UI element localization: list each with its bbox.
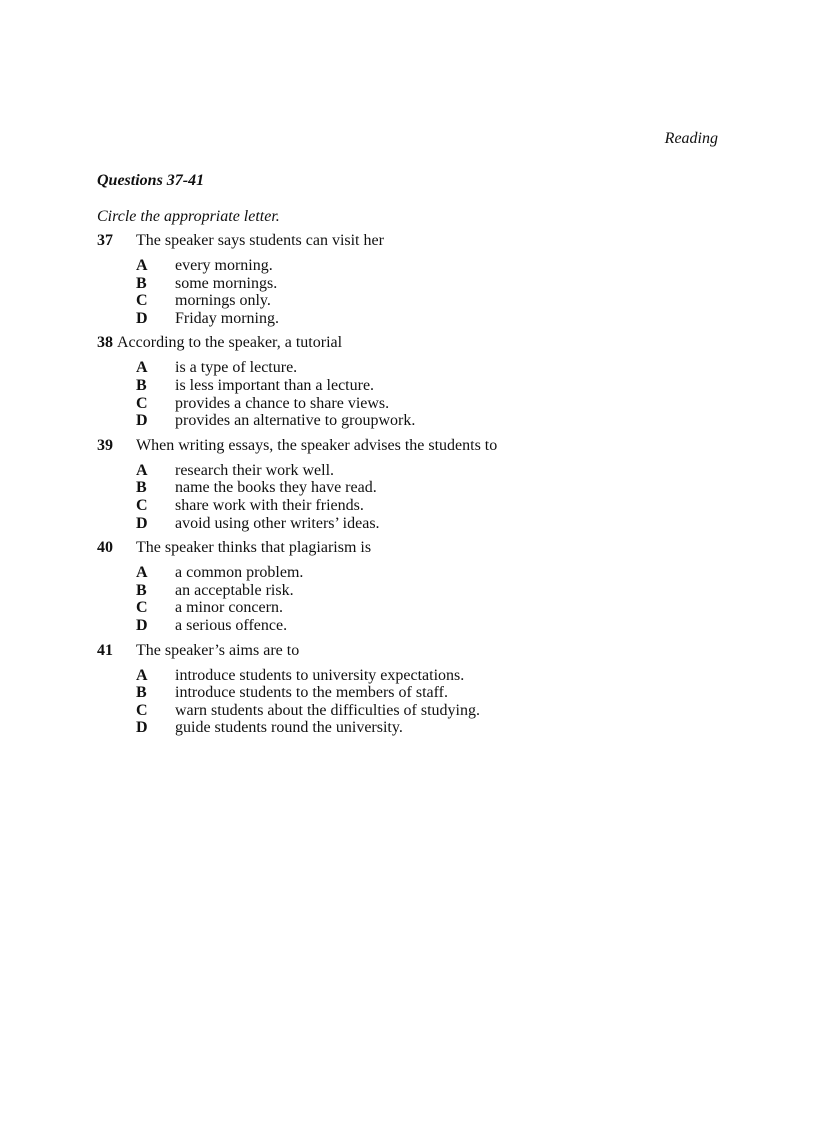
option-text: name the books they have read. — [175, 479, 377, 497]
option-a[interactable] — [136, 564, 717, 582]
question-stem — [97, 231, 717, 251]
question-number: 40 — [97, 539, 113, 557]
question-number: 38 — [97, 334, 113, 352]
option-letter: C — [136, 701, 148, 719]
running-head: Reading — [664, 130, 718, 147]
option-letter: C — [136, 292, 148, 310]
option-text: a common problem. — [175, 564, 304, 582]
option-c[interactable] — [136, 497, 717, 515]
option-text: introduce students to university expectations. — [175, 666, 465, 684]
question-stem — [97, 436, 717, 456]
option-text: warn students about the difficulties of studying. — [175, 701, 480, 719]
option-a[interactable] — [136, 257, 717, 275]
question-text: The speaker’s aims are to — [136, 641, 300, 659]
question-41 — [97, 641, 717, 737]
option-text: an acceptable risk. — [175, 581, 294, 599]
option-a[interactable] — [136, 462, 717, 480]
question-number: 39 — [97, 436, 113, 454]
question-text: The speaker says students can visit her — [136, 232, 384, 249]
option-b[interactable] — [136, 479, 717, 497]
question-text: According to the speaker, a tutorial — [117, 334, 343, 352]
option-letter: A — [136, 564, 148, 582]
question-text: The speaker thinks that plagiarism is — [136, 539, 372, 557]
option-letter: D — [136, 719, 148, 737]
option-letter: A — [136, 359, 148, 377]
option-list — [136, 667, 717, 737]
option-text: mornings only. — [175, 292, 271, 310]
option-text: is a type of lecture. — [175, 359, 298, 377]
question-39 — [97, 436, 717, 532]
question-37 — [97, 231, 717, 327]
question-stem — [97, 538, 717, 558]
option-letter: C — [136, 394, 148, 412]
option-d[interactable] — [136, 310, 717, 328]
option-text: a minor concern. — [175, 599, 283, 617]
option-letter: B — [136, 479, 147, 497]
question-stem — [97, 333, 717, 353]
question-stem — [97, 641, 717, 661]
option-text: guide students round the university. — [175, 719, 403, 737]
question-number: 41 — [97, 641, 113, 659]
option-text: Friday morning. — [175, 309, 279, 327]
option-text: introduce students to the members of staff. — [175, 684, 448, 702]
option-a[interactable] — [136, 667, 717, 685]
option-b[interactable] — [136, 684, 717, 702]
question-40 — [97, 538, 717, 634]
option-b[interactable] — [136, 582, 717, 600]
option-letter: B — [136, 376, 147, 394]
option-list — [136, 462, 717, 532]
option-text: avoid using other writers’ ideas. — [175, 514, 380, 532]
instruction-text: Circle the appropriate letter. — [97, 208, 280, 225]
option-d[interactable] — [136, 515, 717, 533]
option-d[interactable] — [136, 617, 717, 635]
option-text: a serious offence. — [175, 616, 288, 634]
option-c[interactable] — [136, 702, 717, 720]
option-c[interactable] — [136, 599, 717, 617]
option-letter: D — [136, 309, 148, 327]
option-letter: A — [136, 461, 148, 479]
question-list — [97, 231, 717, 737]
option-d[interactable] — [136, 412, 717, 430]
option-list — [136, 564, 717, 634]
option-a[interactable] — [136, 359, 717, 377]
option-text: research their work well. — [175, 461, 335, 479]
option-text: some mornings. — [175, 274, 278, 292]
option-letter: B — [136, 684, 147, 702]
option-text: share work with their friends. — [175, 496, 364, 514]
option-b[interactable] — [136, 377, 717, 395]
option-list — [136, 257, 717, 327]
option-b[interactable] — [136, 275, 717, 293]
option-list — [136, 359, 717, 429]
option-text: is less important than a lecture. — [175, 376, 375, 394]
option-letter: C — [136, 599, 148, 617]
option-letter: B — [136, 581, 147, 599]
question-38 — [97, 333, 717, 429]
option-d[interactable] — [136, 719, 717, 737]
option-c[interactable] — [136, 395, 717, 413]
section-title: Questions 37-41 — [97, 172, 205, 189]
question-number: 37 — [97, 232, 113, 249]
option-text: provides a chance to share views. — [175, 394, 390, 412]
option-letter: C — [136, 496, 148, 514]
option-letter: A — [136, 257, 148, 274]
option-letter: D — [136, 412, 148, 430]
option-letter: B — [136, 274, 147, 292]
question-text: When writing essays, the speaker advises the students to — [136, 436, 498, 454]
option-c[interactable] — [136, 292, 717, 310]
option-letter: D — [136, 616, 148, 634]
option-text: every morning. — [175, 257, 273, 274]
option-letter: D — [136, 514, 148, 532]
option-letter: A — [136, 666, 148, 684]
option-text: provides an alternative to groupwork. — [175, 412, 416, 430]
